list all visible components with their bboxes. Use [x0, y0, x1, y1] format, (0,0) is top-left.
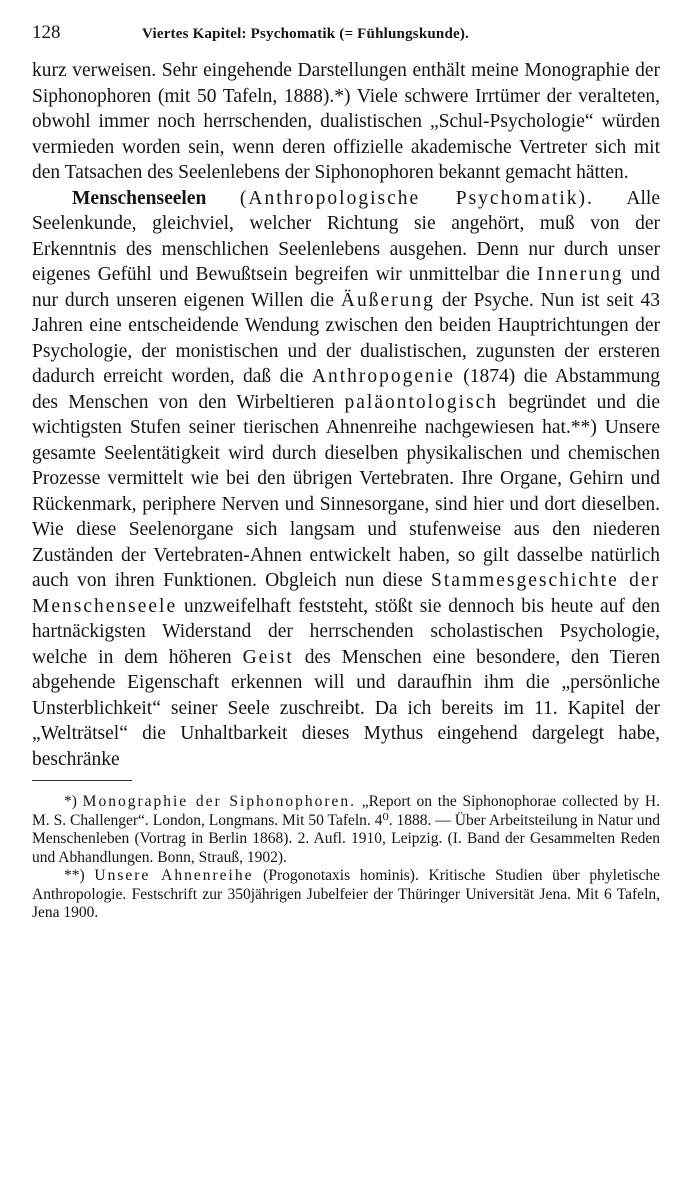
body-text — [32, 58, 660, 772]
text-segment: unzweifelhaft feststeht, stößt sie dennoch bis heute auf den hartnäckigsten Widerstand der herrschenden scholastischen Psychologie, welche in dem höheren — [32, 595, 660, 668]
text-segment: und nur durch unseren eigenen Willen die — [32, 264, 661, 311]
text-segment: der Psyche. Nun ist seit 43 Jahren eine entscheidende Wendung zwischen den beiden Hauptrichtungen der Psychologie, der monistischen und der dualistischen, zugunsten der ersteren dadurch erreicht worden, daß die — [32, 289, 661, 387]
emphasis-palaeontologisch: paläontologisch — [344, 391, 499, 413]
emphasis-aeusserung: Äußerung — [340, 289, 435, 311]
emphasis-innerung: Innerung — [537, 264, 624, 285]
book-page — [32, 22, 660, 923]
text-segment: (1874) die Abstammung des Menschen von den Wirbeltieren — [32, 366, 660, 413]
footnote-marker: **) — [64, 867, 85, 884]
text-segment: des Menschen eine besondere, den Tieren abgehende Eigenschaft erkennen will und daraufhin ihm die „persönliche Unsterblichkeit“ seiner Seele zuschreibt. Da ich bereits im 11. Kapitel der „Welträtsel“ die Unhaltbarkeit dieses Mythus eingehend dargelegt habe, beschränke — [32, 646, 660, 770]
text-segment: Alle Seelenkunde, gleichviel, welcher Richtung sie angehört, muß von der Erkenntnis des menschlichen Seelenlebens ausgehen. Denn nur durch unser eigenes Gefühl und Bewußtsein begreifen wir unmittelbar die — [32, 187, 660, 285]
footnote-2 — [32, 867, 660, 923]
footnotes — [32, 793, 660, 923]
footnote-title: Unsere Ahnenreihe — [94, 867, 254, 884]
text-segment: begründet und die wichtigsten Stufen seiner tierischen Ahnenreihe nachgewiesen hat.**) Unsere gesamte Seelentätigkeit wird durch dieselben physikalischen und chemischen Prozesse vermittelt wie bei den übrigen Vertebraten. Ihre Organe, Gehirn und Rückenmark, periphere Nerven und Sinnesorgane, sind hier und dort dieselben. Wie diese Seelenorgane sich langsam und stufenweise aus den niederen Zuständen der Vertebraten-Ahnen entwickelt haben, so gilt dasselbe natürlich auch von ihren Funktionen. Obgleich nun diese — [32, 391, 661, 591]
footnote-text: (Progonotaxis hominis). Kritische Studien über phyletische Anthropologie. Festschrift zur 350jährigen Jubelfeier der Thüringer Universität Jena. Mit 6 Tafeln, Jena 1900. — [32, 867, 661, 921]
footnote-title: Monographie der Siphonophoren. — [82, 793, 357, 810]
page-number: 128 — [32, 22, 61, 43]
footnote-text: „Report on the Siphonophorae collected by H. M. S. Challenger“. London, Longmans. Mit 50 Tafeln. 4⁰. 1888. — Über Arbeitsteilung in Natur und Menschenleben (Vortrag in Berlin 1868). 2. Aufl. 1910, Leipzig. (I. Band der Gesammelten Reden und Abhandlungen. Bonn, Strauß, 1902). — [32, 793, 660, 866]
paragraph-menschenseelen — [32, 186, 660, 773]
paragraph-siphonophoren: kurz verweisen. Sehr eingehende Darstellungen enthält meine Monographie der Siphonophoren (mit 50 Tafeln, 1888).*) Viele schwere Irrtümer der veralteten, obwohl immer noch herrschenden, dualistischen „Schul-Psychologie“ würden vermieden worden sein, wenn deren offizielle akademische Vertreter sich mit den Tatsachen des Seelenlebens der Siphonophoren bekannt gemacht hätten. — [32, 60, 660, 183]
section-term: Menschenseelen — [72, 187, 207, 209]
emphasis-stammesgeschichte: Stammesgeschichte der Menschenseele — [32, 570, 660, 617]
emphasis-geist: Geist — [242, 646, 294, 668]
section-subtitle: (Anthropologische Psychomatik). — [239, 187, 594, 209]
footnote-marker: *) — [64, 793, 77, 810]
page-header — [32, 22, 660, 58]
emphasis-anthropogenie: Anthropogenie — [311, 366, 455, 387]
running-head: Viertes Kapitel: Psychomatik (= Fühlungskunde). — [142, 26, 469, 42]
footnote-divider — [32, 780, 132, 781]
footnote-1 — [32, 793, 660, 867]
